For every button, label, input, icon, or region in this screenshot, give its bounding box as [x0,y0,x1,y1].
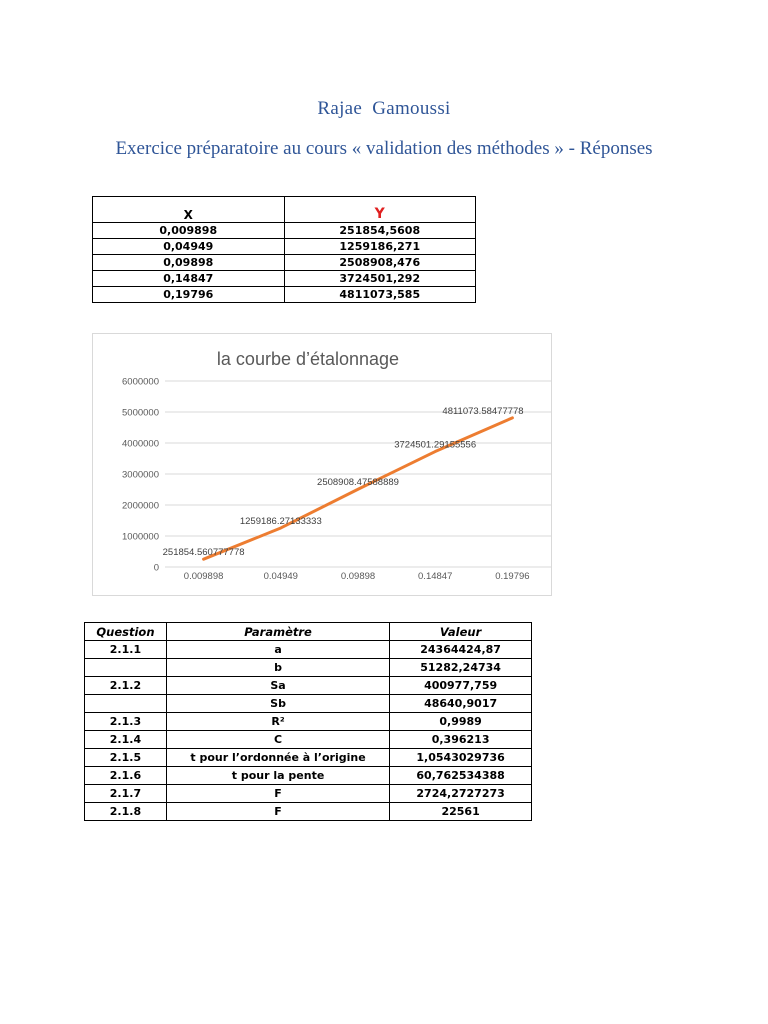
x-column-header: X [93,197,285,223]
table-row [93,271,476,287]
value-cell: 48640,9017 [390,695,532,713]
parameter-cell: t pour la pente [166,767,389,785]
question-cell [85,659,167,677]
x-cell: 0,04949 [93,239,285,255]
results-table [84,622,532,821]
table-row [93,287,476,303]
table-row [85,785,532,803]
document-subtitle: Exercice préparatoire au cours « validation des méthodes » - Réponses [115,138,653,159]
chart-canvas [93,334,551,595]
table-row [85,641,532,659]
value-column-header: Valeur [390,623,532,641]
value-cell: 1,0543029736 [390,749,532,767]
chart-title: la courbe d’étalonnage [216,349,400,369]
x-tick-label: 0.14847 [418,571,453,582]
parameter-cell: F [166,803,389,821]
y-cell: 251854,5608 [284,223,476,239]
data-label: 2508908.47588889 [317,477,399,489]
y-tick-label: 2000000 [122,500,159,512]
table-row [85,659,532,677]
data-label: 251854.560777778 [162,547,245,559]
parameter-cell: a [166,641,389,659]
x-cell: 0,14847 [93,271,285,287]
value-cell: 60,762534388 [390,767,532,785]
data-label: 3724501.29155556 [394,439,477,451]
parameter-column-header: Paramètre [166,623,389,641]
x-cell: 0,009898 [93,223,285,239]
y-cell: 4811073,585 [284,287,476,303]
value-cell: 0,9989 [390,713,532,731]
question-cell: 2.1.8 [85,803,167,821]
value-cell: 400977,759 [390,677,532,695]
table-header-row [85,623,532,641]
parameter-cell: Sa [166,677,389,695]
x-cell: 0,09898 [93,255,285,271]
question-cell: 2.1.6 [85,767,167,785]
table-row [93,255,476,271]
question-cell [85,695,167,713]
y-axis-ticks [122,377,159,574]
y-column-header: Y [284,197,476,223]
y-tick-label: 0 [153,562,159,574]
table-row [85,713,532,731]
question-column-header: Question [85,623,167,641]
y-tick-label: 6000000 [122,376,159,388]
y-cell: 3724501,292 [284,271,476,287]
value-cell: 22561 [390,803,532,821]
value-cell: 2724,2727273 [390,785,532,803]
question-cell: 2.1.1 [85,641,167,659]
question-cell: 2.1.3 [85,713,167,731]
x-tick-label: 0.009898 [183,571,224,582]
x-axis-ticks [184,571,530,582]
table-row [93,239,476,255]
value-cell: 24364424,87 [390,641,532,659]
data-label: 4811073.58477778 [442,405,524,417]
table-row [85,731,532,749]
y-tick-label: 3000000 [122,469,159,481]
calibration-chart [92,333,552,596]
table-row [85,677,532,695]
x-cell: 0,19796 [93,287,285,303]
x-tick-label: 0.04949 [263,571,298,582]
parameter-cell: R² [166,713,389,731]
xy-data-table [92,196,476,303]
parameter-cell: C [166,731,389,749]
data-label: 1259186.27133333 [239,515,322,527]
y-cell: 1259186,271 [284,239,476,255]
table-row [85,749,532,767]
y-cell: 2508908,476 [284,255,476,271]
y-tick-label: 4000000 [122,438,159,450]
table-row [85,767,532,785]
author-name: Rajae Gamoussi [317,98,451,119]
value-cell: 51282,24734 [390,659,532,677]
y-tick-label: 5000000 [122,407,159,419]
x-tick-label: 0.19796 [495,571,530,582]
table-row [93,223,476,239]
parameter-cell: t pour l’ordonnée à l’origine [166,749,389,767]
table-row [85,695,532,713]
question-cell: 2.1.7 [85,785,167,803]
value-cell: 0,396213 [390,731,532,749]
parameter-cell: F [166,785,389,803]
question-cell: 2.1.5 [85,749,167,767]
parameter-cell: Sb [166,695,389,713]
x-tick-label: 0.09898 [340,571,376,582]
table-row [85,803,532,821]
table-header-row [93,197,476,223]
parameter-cell: b [166,659,389,677]
y-tick-label: 1000000 [122,531,159,543]
data-labels [163,406,524,558]
question-cell: 2.1.4 [85,731,167,749]
question-cell: 2.1.2 [85,677,167,695]
